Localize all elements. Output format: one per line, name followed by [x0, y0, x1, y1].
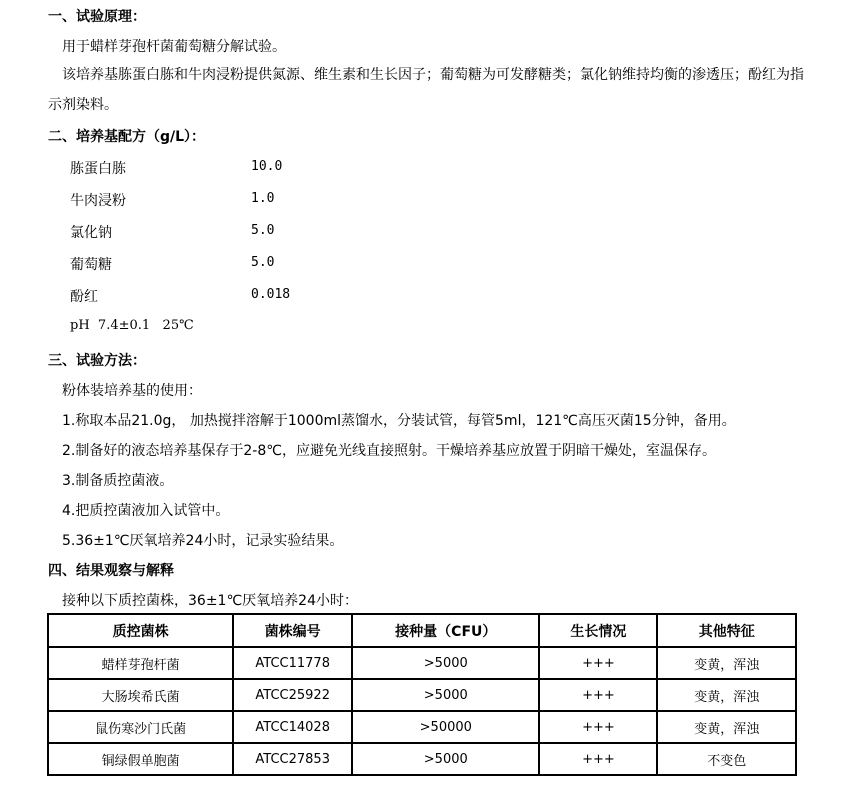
principle-description: 该培养基胨蛋白胨和牛肉浸粉提供氮源、维生素和生长因子；葡萄糖为可发酵糖类；氯化钠维持均衡的渗透压；酚红为指示剂染料。 — [48, 67, 804, 113]
section-heading-results: 四、结果观察与解释 — [48, 563, 174, 579]
formula-item-name: 牛肉浸粉 — [70, 193, 126, 209]
formula-item-value: 5.0 — [251, 223, 275, 238]
cell-strain-id: ATCC14028 — [233, 711, 352, 743]
cell-strain-id: ATCC27853 — [233, 743, 352, 775]
formula-ph: pH 7.4±0.1 25℃ — [70, 318, 194, 333]
column-header-other-features: 其他特征 — [657, 614, 796, 647]
table-header-row — [48, 614, 796, 647]
method-step: 1.称取本品21.0g， 加热搅拌溶解于1000ml蒸馏水，分装试管，每管5ml，121℃高压灭菌15分钟，备用。 — [62, 413, 736, 429]
cell-strain-id: ATCC11778 — [233, 647, 352, 679]
formula-item-value: 0.018 — [251, 287, 291, 302]
method-step: 4.把质控菌液加入试管中。 — [62, 503, 230, 519]
section-heading-principle: 一、试验原理： — [48, 9, 146, 25]
formula-item-name: 胨蛋白胨 — [70, 161, 126, 177]
formula-item-value: 10.0 — [251, 159, 283, 174]
cell-other-features: 变黄，浑浊 — [657, 647, 796, 679]
column-header-inoculum: 接种量（CFU） — [352, 614, 539, 647]
column-header-strain-id: 菌株编号 — [233, 614, 352, 647]
cell-growth: +++ — [539, 647, 657, 679]
formula-item-name: 酚红 — [70, 289, 98, 305]
cell-other-features: 变黄，浑浊 — [657, 711, 796, 743]
method-step: 3.制备质控菌液。 — [62, 473, 174, 489]
method-intro: 粉体装培养基的使用： — [62, 383, 202, 399]
cell-inoculum: >50000 — [352, 711, 539, 743]
cell-strain: 蜡样芽孢杆菌 — [48, 647, 233, 679]
cell-growth: +++ — [539, 743, 657, 775]
cell-strain: 铜绿假单胞菌 — [48, 743, 233, 775]
method-step: 5.36±1℃厌氧培养24小时，记录实验结果。 — [62, 533, 344, 549]
formula-item-name: 葡萄糖 — [70, 257, 112, 273]
column-header-growth: 生长情况 — [539, 614, 657, 647]
cell-growth: +++ — [539, 679, 657, 711]
cell-other-features: 变黄，浑浊 — [657, 679, 796, 711]
cell-inoculum: >5000 — [352, 647, 539, 679]
formula-item-value: 1.0 — [251, 191, 275, 206]
column-header-strain: 质控菌株 — [48, 614, 233, 647]
table-row — [48, 647, 796, 679]
quality-control-table — [47, 613, 797, 776]
section-heading-method: 三、试验方法： — [48, 353, 146, 369]
principle-purpose: 用于蜡样芽孢杆菌葡萄糖分解试验。 — [62, 39, 286, 55]
formula-item-name: 氯化钠 — [70, 225, 112, 241]
cell-strain: 鼠伤寒沙门氏菌 — [48, 711, 233, 743]
cell-other-features: 不变色 — [657, 743, 796, 775]
cell-strain: 大肠埃希氏菌 — [48, 679, 233, 711]
table-row — [48, 711, 796, 743]
formula-item-value: 5.0 — [251, 255, 275, 270]
table-row — [48, 743, 796, 775]
method-step: 2.制备好的液态培养基保存于2-8℃，应避免光线直接照射。干燥培养基应放置于阴暗干燥处，室温保存。 — [62, 443, 716, 459]
cell-strain-id: ATCC25922 — [233, 679, 352, 711]
cell-growth: +++ — [539, 711, 657, 743]
results-intro: 接种以下质控菌株，36±1℃厌氧培养24小时： — [62, 593, 358, 609]
table-row — [48, 679, 796, 711]
cell-inoculum: >5000 — [352, 743, 539, 775]
section-heading-formula: 二、培养基配方（g/L）： — [48, 129, 206, 145]
cell-inoculum: >5000 — [352, 679, 539, 711]
